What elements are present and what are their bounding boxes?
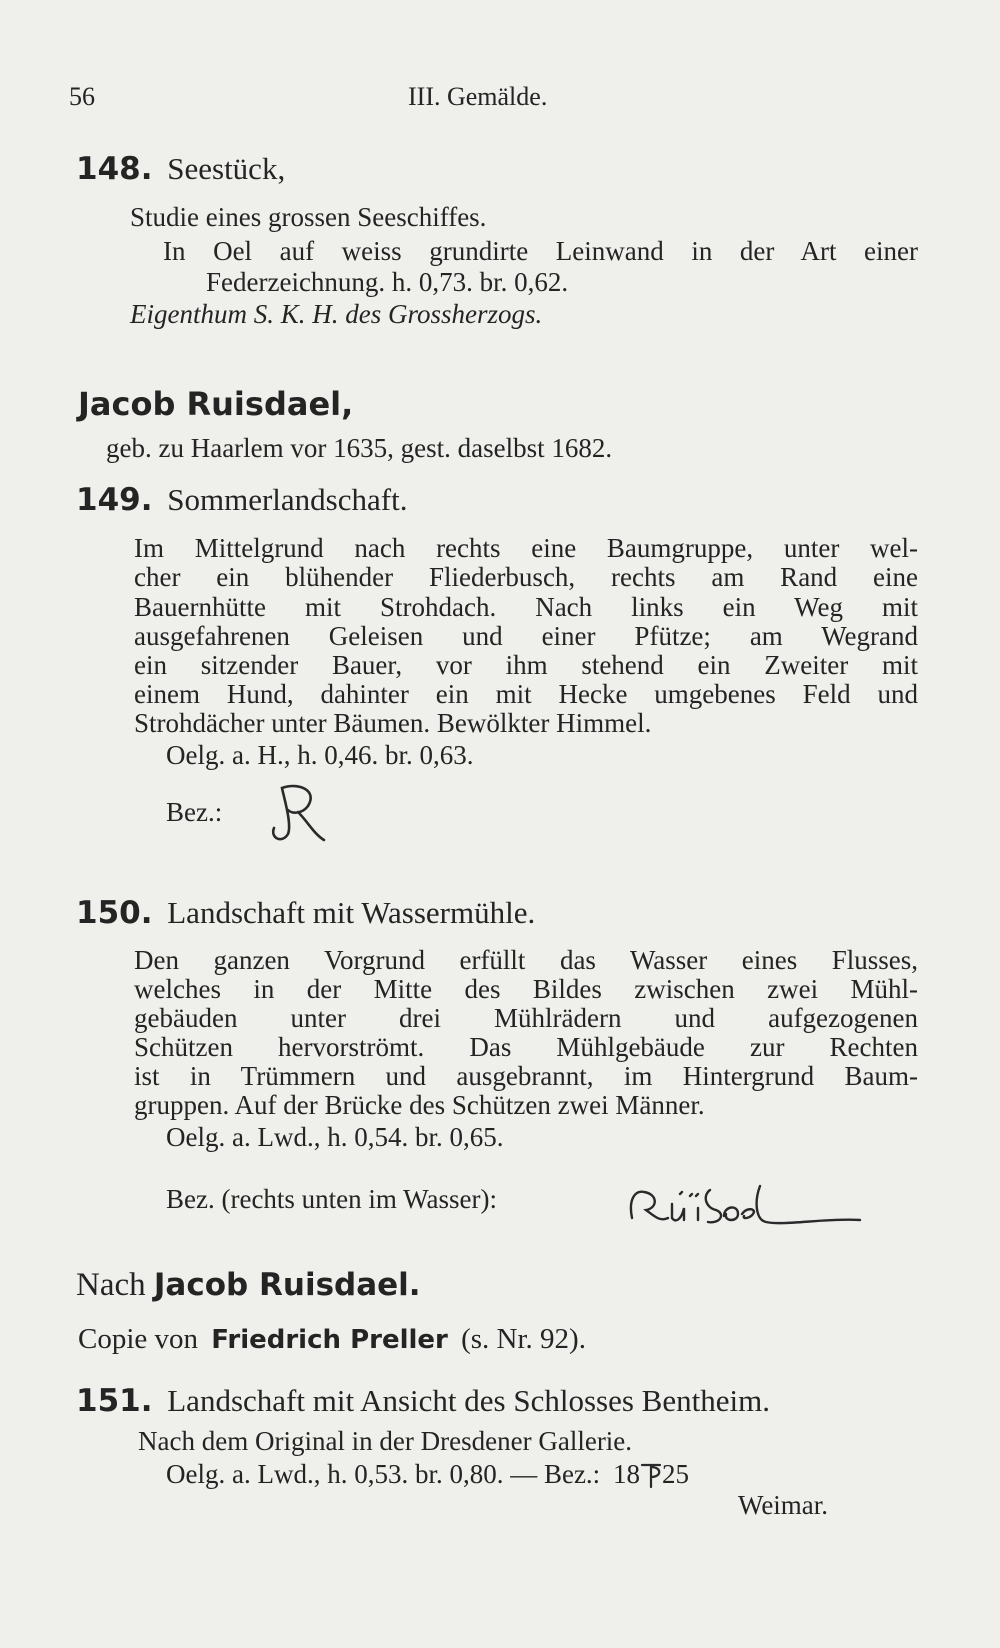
monogram-signature bbox=[268, 778, 328, 848]
date-suffix: 25 bbox=[661, 1459, 689, 1489]
entry-150-line: Den ganzen Vorgrund erfüllt das Wasser eines Flusses, bbox=[134, 945, 918, 975]
technique-text: Oelg. a. Lwd., h. 0,53. br. 0,80. — Bez.: bbox=[166, 1459, 601, 1489]
entry-148-heading bbox=[76, 151, 286, 187]
entry-149-signed-label: Bez.: bbox=[166, 797, 223, 827]
entry-150-line: gruppen. Auf der Brücke des Schützen zwei Männer. bbox=[134, 1090, 705, 1120]
entry-151-place: Weimar. bbox=[738, 1490, 829, 1520]
copy-attribution bbox=[78, 1322, 586, 1357]
entry-number: 148. bbox=[76, 151, 153, 187]
copy-heading-prefix: Nach bbox=[76, 1267, 146, 1303]
copy-section-heading bbox=[76, 1266, 421, 1304]
entry-148-line: Studie eines grossen Seeschiffes. bbox=[130, 202, 487, 232]
entry-149-line: einem Hund, dahinter ein mit Hecke umgebenes Feld und bbox=[134, 679, 918, 709]
entry-149-line: Bauernhütte mit Strohdach. Nach links ein Weg mit bbox=[134, 592, 918, 622]
entry-148-line: Federzeichnung. h. 0,73. br. 0,62. bbox=[206, 267, 569, 297]
date-prefix: 18 bbox=[612, 1459, 640, 1489]
entry-150-line: ist in Trümmern und ausgebrannt, im Hintergrund Baum- bbox=[134, 1061, 918, 1091]
entry-150-technique: Oelg. a. Lwd., h. 0,54. br. 0,65. bbox=[166, 1122, 504, 1152]
entry-number: 149. bbox=[76, 482, 153, 518]
entry-148-line: In Oel auf weiss grundirte Leinwand in der Art einer bbox=[163, 236, 918, 266]
entry-149-line: Strohdächer unter Bäumen. Bewölkter Himmel. bbox=[134, 708, 652, 738]
entry-151-heading bbox=[76, 1383, 770, 1419]
entry-151-line: Nach dem Original in der Dresdener Gallerie. bbox=[138, 1426, 633, 1456]
entry-title: Landschaft mit Ansicht des Schlosses Bentheim. bbox=[167, 1383, 770, 1418]
artist-name: Jacob Ruisdael, bbox=[78, 385, 354, 423]
copy-reference: (s. Nr. 92). bbox=[461, 1323, 586, 1355]
preller-monogram bbox=[640, 1459, 662, 1489]
entry-149-heading bbox=[76, 482, 408, 518]
entry-148-provenance: Eigenthum S. K. H. des Grossherzogs. bbox=[130, 299, 543, 329]
entry-150-line: welches in der Mitte des Bildes zwischen zwei Mühl- bbox=[134, 974, 918, 1004]
entry-number: 150. bbox=[76, 895, 153, 931]
artist-dates: geb. zu Haarlem vor 1635, gest. daselbst 1682. bbox=[106, 433, 613, 463]
entry-title: Landschaft mit Wassermühle. bbox=[167, 895, 536, 930]
entry-149-line: ausgefahrenen Geleisen und einer Pfütze; am Wegrand bbox=[134, 621, 918, 651]
copy-prefix: Copie von bbox=[78, 1323, 199, 1355]
ruisdael-signature bbox=[624, 1178, 874, 1238]
entry-150-heading bbox=[76, 895, 536, 931]
entry-150-line: gebäuden unter drei Mühlrädern und aufgezogenen bbox=[134, 1003, 918, 1033]
entry-title: Seestück, bbox=[167, 151, 286, 186]
entry-number: 151. bbox=[76, 1383, 153, 1419]
entry-149-technique: Oelg. a. H., h. 0,46. br. 0,63. bbox=[166, 740, 474, 770]
running-title: III. Gemälde. bbox=[408, 82, 548, 111]
entry-151-technique bbox=[166, 1459, 689, 1489]
entry-150-line: Schützen hervorströmt. Das Mühlgebäude zur Rechten bbox=[134, 1032, 918, 1062]
copy-artist: Friedrich Preller bbox=[211, 1325, 448, 1355]
page-number: 56 bbox=[69, 82, 95, 111]
copy-heading-artist: Jacob Ruisdael. bbox=[153, 1267, 421, 1303]
entry-title: Sommerlandschaft. bbox=[167, 482, 408, 517]
entry-149-line: cher ein blühender Fliederbusch, rechts am Rand eine bbox=[134, 562, 918, 592]
entry-149-line: ein sitzender Bauer, vor ihm stehend ein Zweiter mit bbox=[134, 650, 918, 680]
entry-149-line: Im Mittelgrund nach rechts eine Baumgruppe, unter wel- bbox=[134, 533, 918, 563]
entry-150-signed-label: Bez. (rechts unten im Wasser): bbox=[166, 1184, 497, 1214]
